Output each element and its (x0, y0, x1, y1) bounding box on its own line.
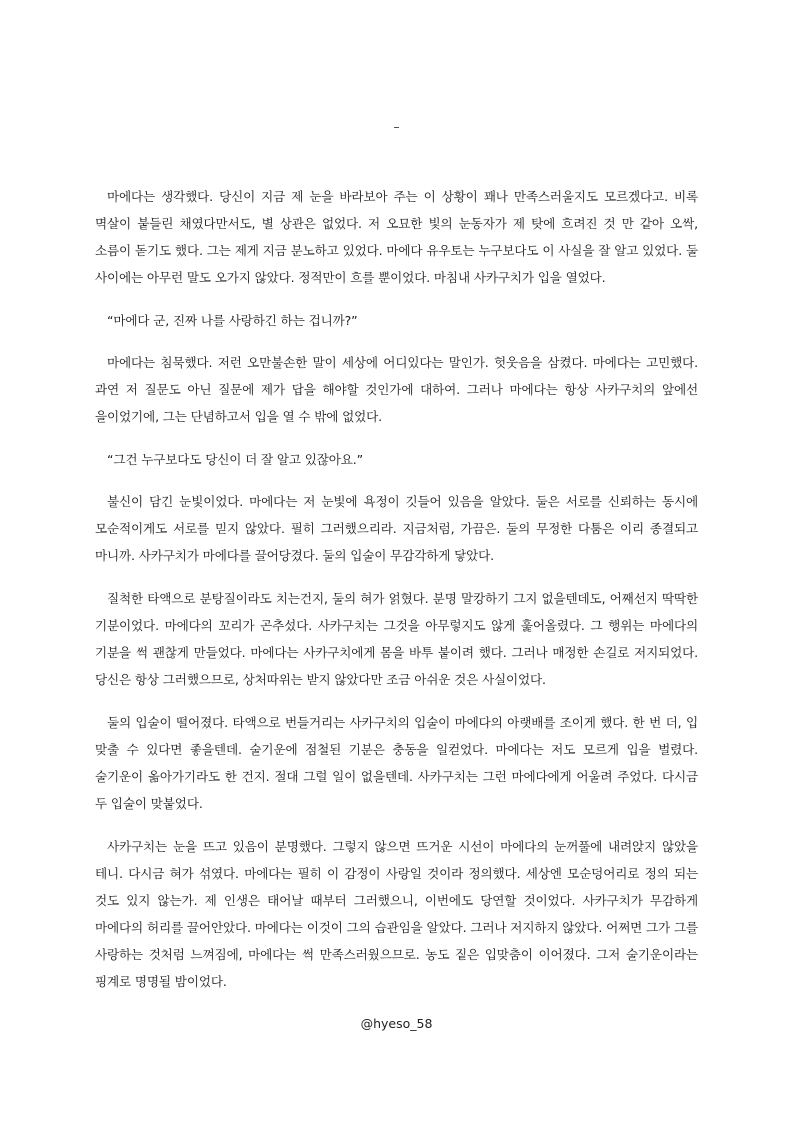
paragraph: 마에다는 침묵했다. 저런 오만불손한 말이 세상에 어디있다는 말인가. 헛웃음을 삼켰다. 마에다는 고민했다. 과연 저 질문도 아닌 질문에 제가 답을 해야할 것인가에 대하여. 그러나 마에다는 항상 사카구치의 앞에선 을이었기에, 그는 단념하고서 입을 열 수 밖에 없었다. (95, 355, 698, 424)
dialogue-line: “마에다 군, 진짜 나를 사랑하긴 하는 겁니까?” (107, 313, 358, 328)
story-body (95, 183, 698, 1011)
paragraph: 둘의 입술이 떨어졌다. 타액으로 번들거리는 사카구치의 입술이 마에다의 아랫배를 조이게 했다. 한 번 더, 입 맞출 수 있다면 좋을텐데. 술기운에 점철된 기분은 충동을 일컫었다. 마에다는 저도 모르게 입을 벌렸다. 술기운이 옮아가기라도 한 건지. 절대 그럴 일이 없을텐데. 사카구치는 그런 마에다에게 어울려 주었다. 다시금 두 입술이 맞붙었다. (95, 715, 698, 811)
paragraph: 불신이 담긴 눈빛이었다. 마에다는 저 눈빛에 욕정이 깃들어 있음을 알았다. 둘은 서로를 신뢰하는 동시에 모순적이게도 서로를 믿지 않았다. 필히 그러했으리라. 지금처럼, 가끔은. 둘의 무정한 다툼은 이리 종결되고 마니까. 사카구치가 마에다를 끌어당겼다. 둘의 입술이 무감각하게 닿았다. (95, 494, 698, 563)
dialogue-line: “그건 누구보다도 당신이 더 잘 알고 있잖아요.” (107, 452, 364, 467)
paragraph: 사카구치는 눈을 뜨고 있음이 분명했다. 그렇지 않으면 뜨거운 시선이 마에다의 눈꺼풀에 내려앉지 않았을 테니. 다시금 혀가 섞였다. 마에다는 필히 이 감정이 사랑일 것이라 정의했다. 세상엔 모순덩어리로 정의 되는 것도 있지 않는가. 제 인생은 태어날 때부터 그러했으니, 이번에도 당연할 것이었다. 사카구치가 무감하게 마에다의 허리를 끌어안았다. 마에다는 이것이 그의 습관임을 알았다. 그러나 저지하지 않았다. 어쩌면 그가 그를 사랑하는 것처럼 느껴짐에, 마에다는 썩 만족스러웠으므로. 농도 짙은 입맞춤이 이어졌다. 그저 술기운이라는 핑계로 명명될 밤이었다. (95, 839, 698, 989)
paragraph: 질척한 타액으로 분탕질이라도 치는건지, 둘의 혀가 얽혔다. 분명 말캉하기 그지 없을텐데도, 어째선지 딱딱한 기분이었다. 마에다의 꼬리가 곤추섰다. 사카구치는 그것을 아무렇지도 않게 훑어올렸다. 그 행위는 마에다의 기분을 썩 괜찮게 만들었다. 마에다는 사카구치에게 몸을 바투 붙이려 했다. 그러나 매정한 손길로 저지되었다. 당신은 항상 그러했으므로, 상처따위는 받지 않았다만 조금 아쉬운 것은 사실이었다. (95, 591, 698, 687)
author-handle: @hyeso_58 (360, 1016, 433, 1031)
header-mark: – (393, 120, 400, 134)
paragraph: 마에다는 생각했다. 당신이 지금 제 눈을 바라보아 주는 이 상황이 꽤나 만족스러울지도 모르겠다고. 비록 멱살이 붙들린 채였다만서도, 별 상관은 없었다. 저 오묘한 빛의 눈동자가 제 탓에 흐려진 것 만 같아 오싹, 소름이 돋기도 했다. 그는 제게 지금 분노하고 있었다. 마에다 유우토는 누구보다도 이 사실을 잘 알고 있었다. 둘 사이에는 아무런 말도 오가지 않았다. 정적만이 흐를 뿐이었다. 마침내 사카구치가 입을 열었다. (95, 189, 698, 285)
